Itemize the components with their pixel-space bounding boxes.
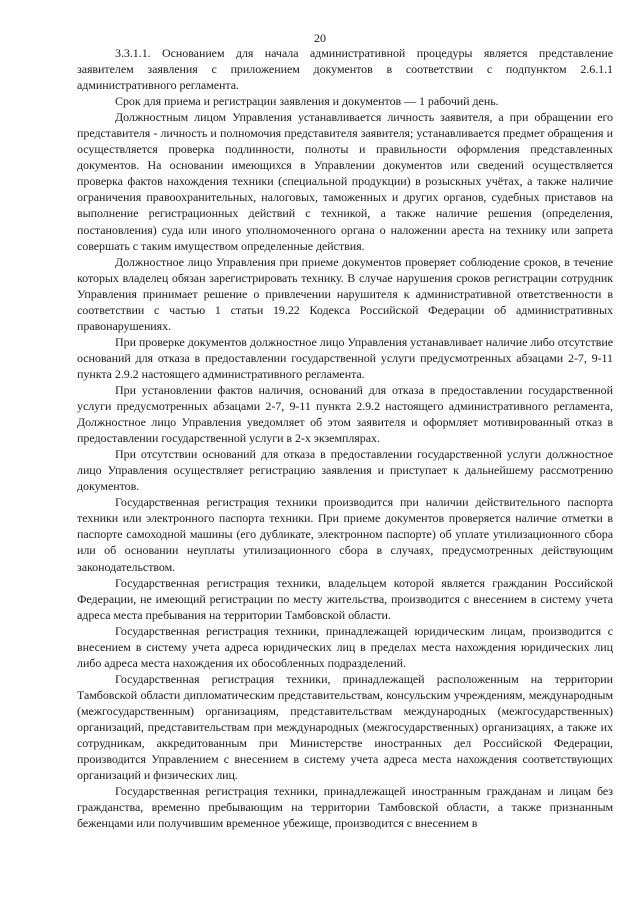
paragraph-diplomatic-registration: Государственная регистрация техники, принадлежащей расположенным на территории Тамбовской области дипломатическим представительствам, консульским учреждениям, международным (межгосударственным) организациям, представительствам международных (межгосударственных) организаций, представительствам при международных (межгосударственных) организациях, а также их сотрудникам, аккредитованным при Министерстве иностранных дел Российской Федерации, производится Управлением с внесением в систему учета адреса места нахождения соответствующих организаций и физических лиц. bbox=[77, 671, 613, 783]
paragraph-identity-verification: Должностным лицом Управления устанавливается личность заявителя, а при обращении его представителя - личность и полномочия представителя заявителя; устанавливается предмет обращения и осуществляется проверка подлинности, полноты и правильности оформления представленных документов. На основании имеющихся в Управлении документов или сведений осуществляется проверка фактов нахождения техники (специальной продукции) в розыскных учётах, а также наличие ограничения правоохранительных, налоговых, таможенных и других органов, судебных приставов на выполнение регистрационных действий с техникой, а также наличие решения (определения, постановления) суда или иного уполномоченного органа о наложении ареста на технику или запрета совершать с таким имуществом определенные действия. bbox=[77, 110, 613, 253]
paragraph-deadline-compliance: Должностное лицо Управления при приеме документов проверяет соблюдение сроков, в течение которых владелец обязан зарегистрировать технику. В случае нарушения сроков регистрации сотрудник Управления принимает решение о привлечении нарушителя к административной ответственности в соответствии с частью 1 статьи 19.22 Кодекса Российской Федерации об административных правонарушениях. bbox=[77, 254, 613, 333]
paragraph-refusal-grounds-check: При проверке документов должностное лицо Управления устанавливает наличие либо отсутствие оснований для отказа в предоставлении государственной услуги предусмотренных абзацами 2-7, 9-11 пункта 2.9.2 настоящего административного регламента. bbox=[77, 334, 613, 381]
paragraph-application-registration: При отсутствии оснований для отказа в предоставлении государственной услуги должностное лицо Управления осуществляет регистрацию заявления и приступает к дальнейшему рассмотрению документов. bbox=[77, 447, 613, 494]
paragraph-registration-deadline: Срок для приема и регистрации заявления и документов — 1 рабочий день. bbox=[115, 94, 499, 109]
paragraph-citizen-registration: Государственная регистрация техники, владельцем которой является гражданин Российской Федерации, не имеющий регистрации по месту жительства, производится с внесением в систему учета адреса места пребывания на территории Тамбовской области. bbox=[77, 575, 613, 622]
paragraph-legal-entity-registration: Государственная регистрация техники, принадлежащей юридическим лицам, производится с внесением в систему учета адреса юридических лиц в пределах места нахождения юридических лиц либо адреса места нахождения их обособленных подразделений. bbox=[77, 623, 613, 670]
paragraph-refusal-notice: При установлении фактов наличия, оснований для отказа в предоставлении государственной услуги предусмотренных абзацами 2-7, 9-11 пункта 2.9.2 настоящего административного регламента, Должностное лицо Управления уведомляет об этом заявителя и оформляет мотивированный отказ в предоставлении государственной услуги в 2-х экземплярах. bbox=[77, 382, 613, 446]
paragraph-technical-passport: Государственная регистрация техники производится при наличии действительного паспорта техники или электронного паспорта техники. При приеме документов проверяется наличие отметки в паспорте самоходной машины (его дубликате, электронном паспорте) об уплате утилизационного сбора или об основании неуплаты утилизационного сбора в случаях, предусмотренных действующим законодательством. bbox=[77, 495, 613, 574]
paragraph-foreign-citizen-registration: Государственная регистрация техники, принадлежащей иностранным гражданам и лицам без гражданства, временно пребывающим на территории Тамбовской области, а также признанным беженцами или получившим временное убежище, производится с внесением в bbox=[77, 784, 613, 831]
paragraph-3-3-1-1: 3.3.1.1. Основанием для начала административной процедуры является представление заявителем заявления с приложением документов в соответствии с подпунктом 2.6.1.1 административного регламента. bbox=[77, 46, 613, 93]
document-body bbox=[77, 45, 613, 831]
page-number: 20 bbox=[314, 31, 326, 45]
